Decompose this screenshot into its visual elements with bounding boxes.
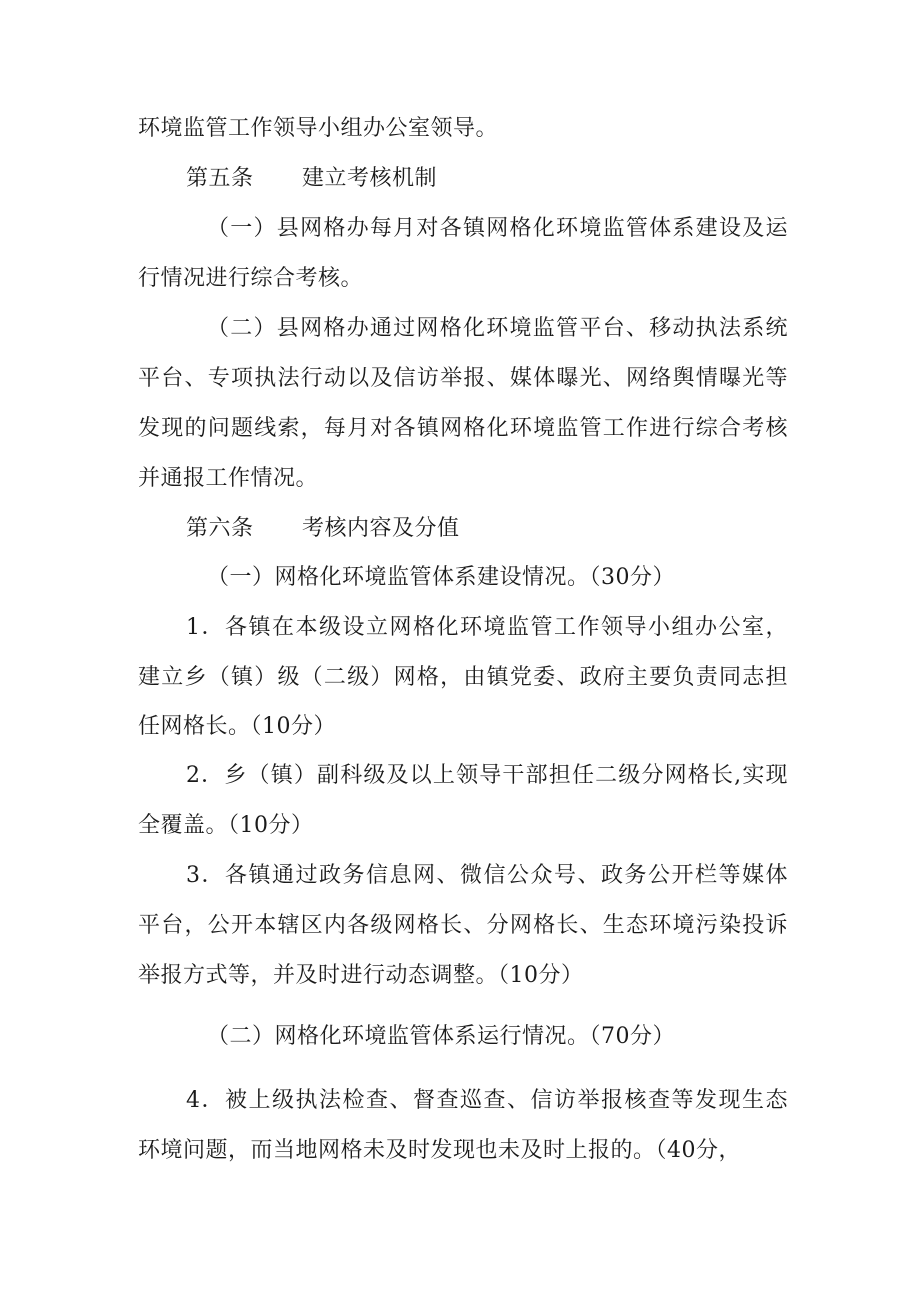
article-6-title: 考核内容及分值 [302, 516, 460, 541]
item-1-line-2: 建立乡（镇）级（二级）网格，由镇党委、政府主要负责同志担 [138, 665, 788, 690]
item-2-line-2: 全覆盖。（10分） [138, 813, 314, 838]
section-1-heading: （一）网格化环境监管体系建设情况。（30分） [207, 565, 675, 590]
item-3-line-2: 平台，公开本辖区内各级网格长、分网格长、生态环境污染投诉 [138, 913, 788, 938]
item-4-line-2: 环境问题，而当地网格未及时发现也未及时上报的。（40分， [138, 1138, 741, 1163]
item-3-line-3: 举报方式等，并及时进行动态调整。（10分） [138, 963, 584, 988]
item-2-line-1: 2．乡（镇）副科级及以上领导干部担任二级分网格长,实现 [186, 763, 788, 788]
item-1-line-3: 任网格长。（10分） [138, 714, 336, 739]
section-2-heading: （二）网格化环境监管体系运行情况。（70分） [207, 1024, 675, 1049]
article-5-label: 第五条 [186, 166, 254, 191]
clause-2-line-3: 发现的问题线索，每月对各镇网格化环境监管工作进行综合考核 [138, 416, 788, 441]
article-5-heading [186, 159, 437, 199]
clause-1-line-2: 行情况进行综合考核。 [138, 266, 364, 291]
clause-1-line-1: （一）县网格办每月对各镇网格化环境监管体系建设及运 [207, 216, 788, 241]
clause-2-line-4: 并通报工作情况。 [138, 466, 319, 491]
paragraph-line-cont: 环境监管工作领导小组办公室领导。 [138, 116, 499, 141]
item-1-line-1: 1．各镇在本级设立网格化环境监管工作领导小组办公室， [186, 615, 788, 640]
article-6-label: 第六条 [186, 516, 254, 541]
item-4-line-1: 4．被上级执法检查、督查巡查、信访举报核查等发现生态 [186, 1088, 788, 1113]
article-5-title: 建立考核机制 [302, 166, 438, 191]
clause-2-line-1: （二）县网格办通过网格化环境监管平台、移动执法系统 [207, 316, 788, 341]
clause-2-line-2: 平台、专项执法行动以及信访举报、媒体曝光、网络舆情曝光等 [138, 366, 788, 391]
item-3-line-1: 3．各镇通过政务信息网、微信公众号、政务公开栏等媒体 [186, 863, 788, 888]
article-6-heading [186, 509, 460, 549]
